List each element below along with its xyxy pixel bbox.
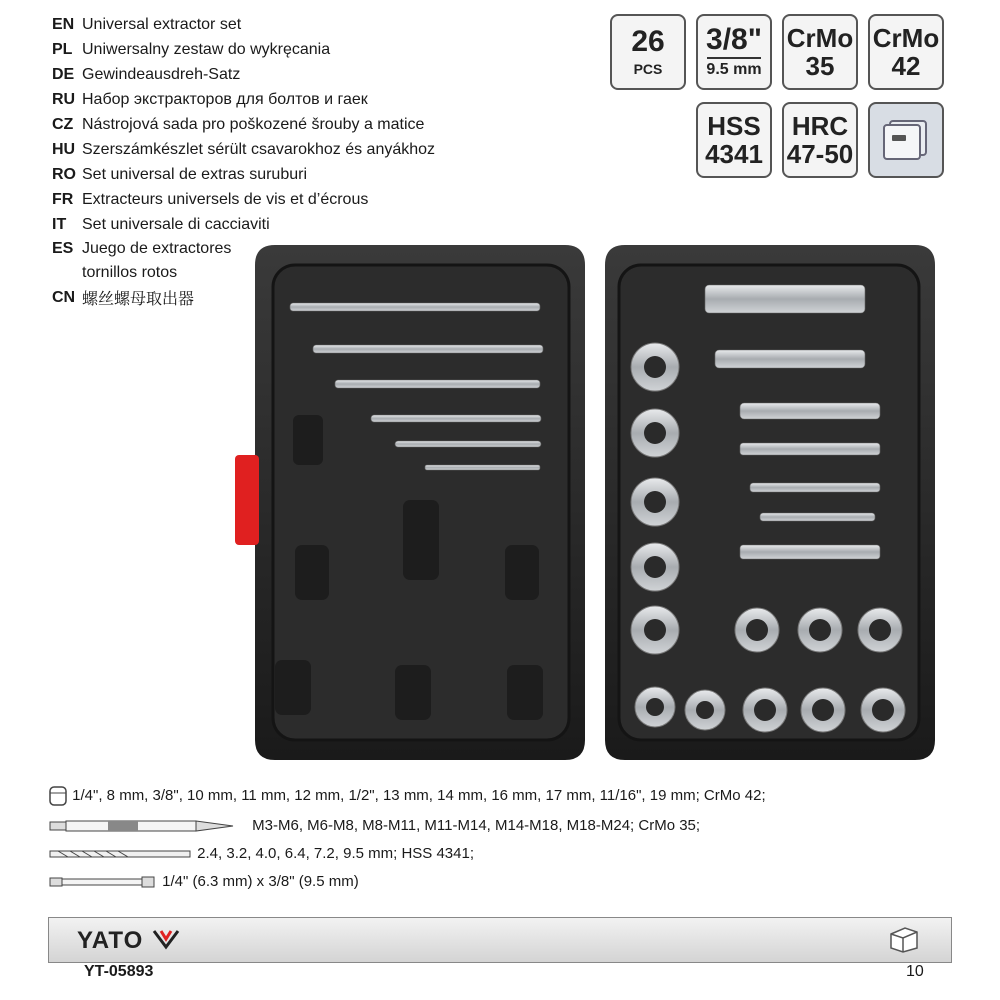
red-latch: [235, 455, 259, 545]
drive-unit: 9.5 mm: [706, 61, 762, 78]
crmo35-line1: CrMo: [786, 23, 854, 53]
lang-row: [52, 112, 435, 137]
adapter-icon: [48, 874, 158, 890]
lang-row: [52, 12, 435, 37]
lang-text: Juego de extractores tornillos rotos: [82, 240, 232, 281]
spec-text-drills: 2.4, 3.2, 4.0, 6.4, 7.2, 9.5 mm; HSS 4341;: [197, 845, 474, 862]
lang-row: [52, 62, 435, 87]
lang-text: 螺丝螺母取出器: [82, 291, 195, 308]
crmo42-badge: [868, 14, 944, 90]
package-box-icon: [887, 924, 921, 954]
hss-badge: [696, 102, 772, 178]
crmo42-line1: CrMo: [872, 23, 940, 53]
lang-row: [52, 212, 435, 237]
crmo42-line2: 42: [891, 51, 921, 81]
lang-code: ES: [52, 240, 74, 257]
spec-badges: [610, 14, 955, 184]
hrc-badge: [782, 102, 858, 178]
product-code: YT-05893: [84, 963, 154, 980]
lang-code: FR: [52, 190, 74, 208]
lang-text: Set universale di cacciaviti: [82, 215, 270, 233]
lang-text: Set universal de extras suruburi: [82, 165, 307, 183]
footer-bar: [48, 917, 952, 963]
crmo35-line2: 35: [805, 51, 835, 81]
lang-code: CZ: [52, 115, 74, 133]
case-left-half: [235, 245, 585, 760]
lang-row: [52, 187, 435, 212]
footer: [48, 917, 952, 982]
hrc-line1: HRC: [791, 111, 849, 141]
drill-icon: [48, 847, 193, 861]
lang-row: [52, 162, 435, 187]
crmo35-badge: [782, 14, 858, 90]
brand-logo: [77, 927, 181, 955]
lang-text: Extracteurs universels de vis et d’écrous: [82, 190, 369, 208]
lang-text: Uniwersalny zestaw do wykręcania: [82, 40, 331, 58]
lang-code: RU: [52, 90, 76, 108]
lang-code: EN: [52, 15, 75, 33]
spec-text-adapter: 1/4" (6.3 mm) x 3/8" (9.5 mm): [162, 873, 359, 890]
spec-row-sockets: [48, 785, 766, 807]
lang-row: [52, 87, 435, 112]
lang-row: [52, 37, 435, 62]
product-photo: [235, 245, 935, 760]
spec-row-extractors: [48, 817, 700, 835]
lang-code: PL: [52, 40, 73, 58]
pcs-value: 26: [631, 25, 665, 58]
spec-text-extractors: M3-M6, M6-M8, M8-M11, M11-M14, M14-M18, M18-M24; CrMo 35;: [252, 817, 701, 834]
lang-code: CN: [52, 288, 76, 306]
lang-row: [52, 137, 435, 162]
lang-code: IT: [52, 215, 67, 233]
lang-code: RO: [52, 165, 76, 183]
yato-mark-icon: [151, 928, 181, 950]
lang-code: HU: [52, 140, 76, 158]
extractor-icon: [48, 817, 248, 835]
hss-line2: 4341: [705, 139, 763, 169]
hrc-line2: 47-50: [786, 139, 854, 169]
spec-row-drills: [48, 845, 474, 862]
spec-row-adapter: [48, 873, 359, 890]
lang-text: Nástrojová sada pro poškozené šrouby a matice: [82, 115, 425, 133]
pcs-badge: [610, 14, 686, 90]
lang-code: DE: [52, 65, 75, 83]
lang-text: Gewindeausdreh-Satz: [82, 65, 241, 83]
drive-value: 3/8": [706, 23, 762, 56]
hss-line1: HSS: [707, 111, 761, 141]
lang-text: Szerszámkészlet sérült csavarokhoz és anyákhoz: [82, 140, 436, 158]
package-quantity: 10: [906, 963, 924, 980]
case-right-half: [605, 245, 935, 760]
lang-text: Universal extractor set: [82, 15, 242, 33]
pcs-unit: PCS: [633, 61, 663, 77]
drive-badge: [696, 14, 772, 90]
brand-name: YATO: [77, 927, 144, 954]
lang-text: Набор экстракторов для болтов и гаек: [82, 90, 368, 108]
fraction-line: [707, 57, 761, 59]
socket-icon: [48, 785, 68, 807]
spec-text-sockets: 1/4", 8 mm, 3/8", 10 mm, 11 mm, 12 mm, 1/2", 13 mm, 14 mm, 16 mm, 17 mm, 11/16", 19 mm; CrMo 42;: [72, 786, 766, 804]
case-icon: [868, 102, 944, 178]
